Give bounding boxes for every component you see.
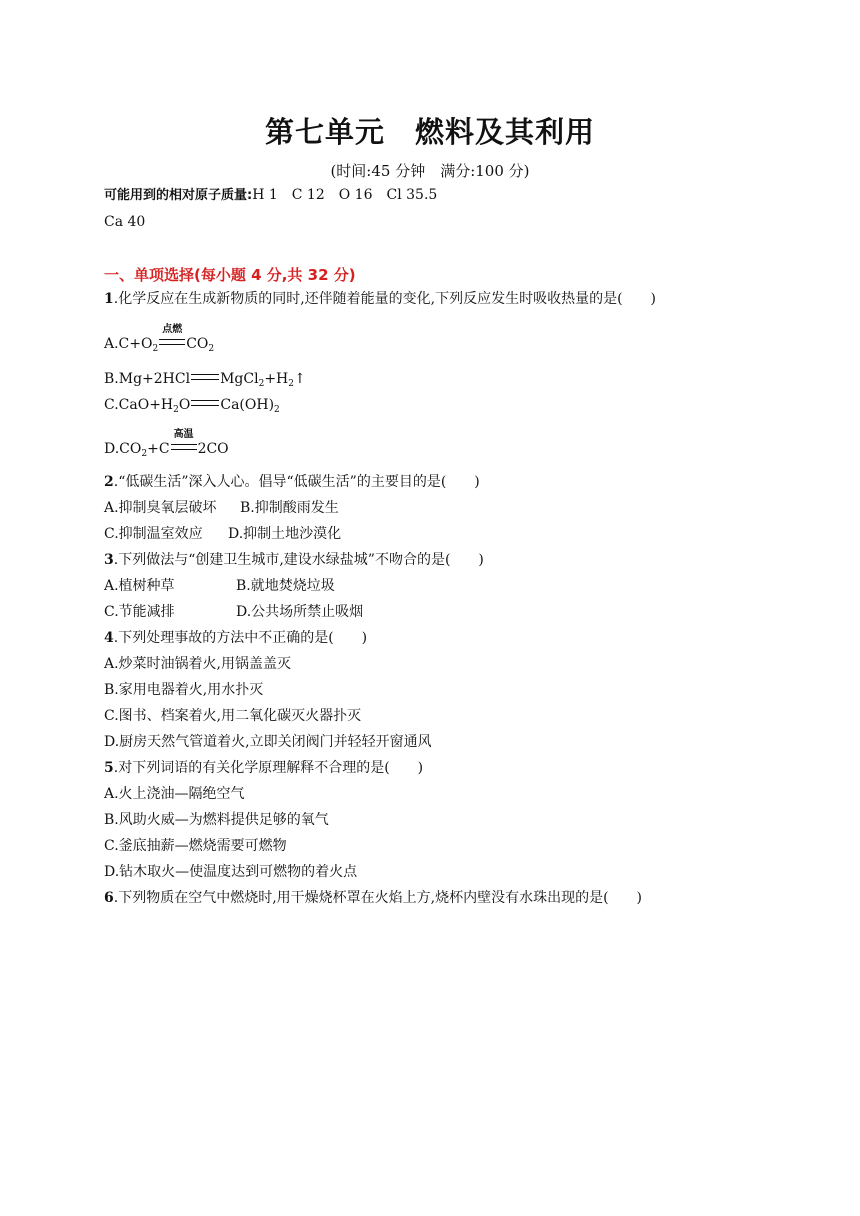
condition-text: 高温 bbox=[173, 429, 194, 440]
option-a: A.植树种草 bbox=[104, 578, 175, 594]
question-6-stem bbox=[104, 889, 642, 907]
question-4-option-a: A.炒菜时油锅着火,用锅盖盖灭 bbox=[104, 656, 292, 672]
option-a: A.抑制臭氧层破坏 bbox=[104, 500, 217, 516]
option-b-product: MgCl bbox=[220, 371, 259, 387]
question-5-stem bbox=[104, 759, 423, 777]
question-4-option-d: D.厨房天然气管道着火,立即关闭阀门并轻轻开窗通风 bbox=[104, 734, 432, 750]
option-b-gas-product: +H bbox=[264, 371, 289, 387]
option-b-reactants: B.Mg+2HCl bbox=[104, 371, 191, 387]
gas-arrow-icon: ↑ bbox=[294, 371, 306, 387]
question-5-option-a: A.火上浇油—隔绝空气 bbox=[104, 786, 245, 802]
equals-sign bbox=[191, 374, 219, 380]
subscript: 2 bbox=[258, 379, 265, 389]
option-b: B.抑制酸雨发生 bbox=[240, 500, 339, 516]
option-c: C.节能减排 bbox=[104, 604, 175, 620]
question-4-option-b: B.家用电器着火,用水扑灭 bbox=[104, 682, 264, 698]
option-d: D.抑制土地沙漠化 bbox=[228, 526, 342, 542]
question-number: 1 bbox=[104, 291, 114, 307]
question-1-option-a bbox=[104, 324, 215, 354]
title-topic: 燃料及其利用 bbox=[415, 115, 596, 149]
option-d-product: 2CO bbox=[197, 441, 229, 457]
question-3-options-row-1 bbox=[104, 577, 335, 595]
option-a-reactants: A.C+O bbox=[104, 336, 153, 352]
equals-sign bbox=[191, 400, 219, 406]
atomic-mass-label: 可能用到的相对原子质量: bbox=[104, 188, 253, 203]
question-4-stem bbox=[104, 629, 367, 647]
subscript: 2 bbox=[274, 405, 280, 415]
question-text: .对下列词语的有关化学原理解释不合理的是( ) bbox=[113, 760, 424, 776]
reaction-condition bbox=[171, 429, 197, 458]
question-1-option-b bbox=[104, 370, 306, 388]
subscript: 2 bbox=[288, 379, 294, 389]
subscript: 2 bbox=[141, 449, 148, 459]
title-unit: 第七单元 bbox=[264, 115, 385, 149]
question-text: .下列处理事故的方法中不正确的是( ) bbox=[113, 630, 368, 646]
question-5-option-d: D.钻木取火—使温度达到可燃物的着火点 bbox=[104, 864, 358, 880]
question-2-options-row-2 bbox=[104, 525, 342, 543]
question-5-option-c: C.釜底抽薪—燃烧需要可燃物 bbox=[104, 838, 287, 854]
atomic-mass-line-2: Ca 40 bbox=[104, 214, 146, 230]
exam-time-score: (时间:45 分钟 满分:100 分) bbox=[330, 162, 530, 180]
page-title bbox=[0, 110, 860, 151]
atomic-mass-line-1 bbox=[104, 186, 437, 205]
question-3-options-row-2 bbox=[104, 603, 364, 621]
question-2-options-row-1 bbox=[104, 499, 339, 517]
equals-sign bbox=[159, 339, 185, 345]
question-number: 3 bbox=[104, 552, 114, 568]
question-1-option-d bbox=[104, 429, 229, 459]
reaction-condition bbox=[159, 324, 185, 353]
section-heading-single-choice: 一、单项选择(每小题 4 分,共 32 分) bbox=[104, 266, 356, 284]
question-text: .下列物质在空气中燃烧时,用干燥烧杯罩在火焰上方,烧杯内壁没有水珠出现的是( ) bbox=[113, 890, 643, 906]
option-a-product: CO bbox=[186, 336, 209, 352]
condition-text: 点燃 bbox=[162, 324, 183, 335]
option-c-reactants: C.CaO+H bbox=[104, 397, 174, 413]
subscript: 2 bbox=[173, 405, 179, 415]
subscript: 2 bbox=[152, 344, 159, 354]
question-text: .“低碳生活”深入人心。倡导“低碳生活”的主要目的是( ) bbox=[113, 474, 480, 490]
question-4-option-c: C.图书、档案着火,用二氧化碳灭火器扑灭 bbox=[104, 708, 362, 724]
question-1-option-c bbox=[104, 396, 280, 414]
question-text: .化学反应在生成新物质的同时,还伴随着能量的变化,下列反应发生时吸收热量的是( ) bbox=[113, 291, 657, 307]
question-2-stem bbox=[104, 473, 480, 491]
question-number: 6 bbox=[104, 890, 114, 906]
question-number: 4 bbox=[104, 630, 114, 646]
subscript: 2 bbox=[208, 344, 215, 354]
option-d-reactants-tail: +C bbox=[147, 441, 170, 457]
question-5-option-b: B.风助火威—为燃料提供足够的氧气 bbox=[104, 812, 329, 828]
option-d-reactants: D.CO bbox=[104, 441, 142, 457]
question-number: 2 bbox=[104, 474, 114, 490]
question-text: .下列做法与“创建卫生城市,建设水绿盐城”不吻合的是( ) bbox=[113, 552, 484, 568]
option-d: D.公共场所禁止吸烟 bbox=[236, 604, 364, 620]
option-c: C.抑制温室效应 bbox=[104, 526, 203, 542]
question-3-stem bbox=[104, 551, 484, 569]
option-b: B.就地焚烧垃圾 bbox=[236, 578, 335, 594]
option-c-product: Ca(OH) bbox=[220, 397, 275, 413]
atomic-mass-values: H 1 C 12 O 16 Cl 35.5 bbox=[252, 187, 438, 203]
option-c-reactants-tail: O bbox=[178, 397, 191, 413]
question-number: 5 bbox=[104, 760, 114, 776]
equals-sign bbox=[171, 444, 197, 450]
question-1-stem bbox=[104, 290, 656, 308]
